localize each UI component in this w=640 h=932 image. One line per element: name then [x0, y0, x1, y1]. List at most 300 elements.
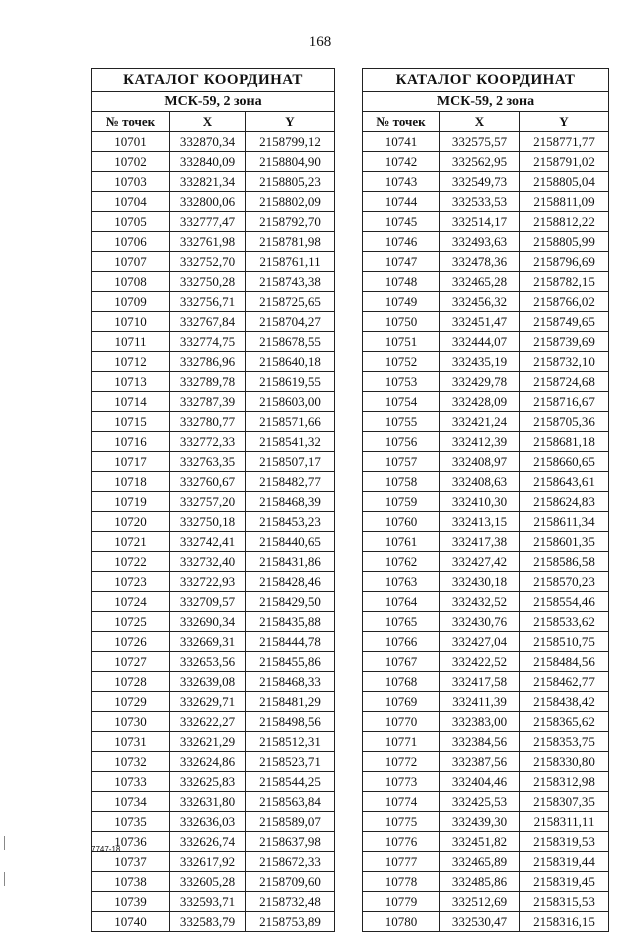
- table-row: [363, 432, 609, 452]
- y-coordinate-cell: 2158792,70: [246, 212, 335, 232]
- point-number-cell: 10767: [363, 652, 440, 672]
- x-coordinate-cell: 332761,98: [170, 232, 246, 252]
- x-coordinate-cell: 332427,04: [440, 632, 520, 652]
- point-number-cell: 10753: [363, 372, 440, 392]
- point-number-cell: 10750: [363, 312, 440, 332]
- x-coordinate-cell: 332653,56: [170, 652, 246, 672]
- x-coordinate-cell: 332629,71: [170, 692, 246, 712]
- y-coordinate-cell: 2158601,35: [520, 532, 609, 552]
- point-number-cell: 10729: [92, 692, 170, 712]
- y-coordinate-cell: 2158812,22: [520, 212, 609, 232]
- y-coordinate-cell: 2158640,18: [246, 352, 335, 372]
- point-number-cell: 10766: [363, 632, 440, 652]
- y-coordinate-cell: 2158805,04: [520, 172, 609, 192]
- x-coordinate-cell: 332750,28: [170, 272, 246, 292]
- x-coordinate-cell: 332425,53: [440, 792, 520, 812]
- point-number-cell: 10708: [92, 272, 170, 292]
- y-coordinate-cell: 2158455,86: [246, 652, 335, 672]
- x-coordinate-cell: 332422,52: [440, 652, 520, 672]
- table-row: [92, 432, 335, 452]
- table-row: [92, 172, 335, 192]
- x-coordinate-cell: 332631,80: [170, 792, 246, 812]
- table-row: [363, 872, 609, 892]
- y-coordinate-cell: 2158796,69: [520, 252, 609, 272]
- y-coordinate-cell: 2158739,69: [520, 332, 609, 352]
- table-row: [92, 912, 335, 932]
- catalog-body: [92, 132, 335, 932]
- x-coordinate-cell: 332622,27: [170, 712, 246, 732]
- page-number: 168: [308, 34, 332, 50]
- document-footer-code: 7747-18: [91, 845, 121, 854]
- x-coordinate-cell: 332404,46: [440, 772, 520, 792]
- scan-edge-mark: [4, 836, 5, 850]
- table-row: [363, 592, 609, 612]
- column-header-x: X: [170, 112, 246, 132]
- x-coordinate-cell: 332451,47: [440, 312, 520, 332]
- x-coordinate-cell: 332774,75: [170, 332, 246, 352]
- y-coordinate-cell: 2158330,80: [520, 752, 609, 772]
- y-coordinate-cell: 2158435,88: [246, 612, 335, 632]
- y-coordinate-cell: 2158811,09: [520, 192, 609, 212]
- table-row: [92, 132, 335, 152]
- x-coordinate-cell: 332412,39: [440, 432, 520, 452]
- y-coordinate-cell: 2158705,36: [520, 412, 609, 432]
- y-coordinate-cell: 2158307,35: [520, 792, 609, 812]
- point-number-cell: 10705: [92, 212, 170, 232]
- point-number-cell: 10707: [92, 252, 170, 272]
- y-coordinate-cell: 2158611,34: [520, 512, 609, 532]
- x-coordinate-cell: 332562,95: [440, 152, 520, 172]
- table-row: [92, 392, 335, 412]
- x-coordinate-cell: 332789,78: [170, 372, 246, 392]
- point-number-cell: 10757: [363, 452, 440, 472]
- y-coordinate-cell: 2158438,42: [520, 692, 609, 712]
- table-row: [363, 672, 609, 692]
- y-coordinate-cell: 2158444,78: [246, 632, 335, 652]
- x-coordinate-cell: 332387,56: [440, 752, 520, 772]
- table-row: [363, 692, 609, 712]
- y-coordinate-cell: 2158624,83: [520, 492, 609, 512]
- table-row: [363, 912, 609, 932]
- y-coordinate-cell: 2158743,38: [246, 272, 335, 292]
- point-number-cell: 10716: [92, 432, 170, 452]
- y-coordinate-cell: 2158672,33: [246, 852, 335, 872]
- x-coordinate-cell: 332549,73: [440, 172, 520, 192]
- point-number-cell: 10739: [92, 892, 170, 912]
- table-row: [92, 332, 335, 352]
- x-coordinate-cell: 332456,32: [440, 292, 520, 312]
- point-number-cell: 10737: [92, 852, 170, 872]
- table-row: [363, 412, 609, 432]
- table-row: [363, 632, 609, 652]
- column-header-point-number: № точек: [363, 112, 440, 132]
- point-number-cell: 10706: [92, 232, 170, 252]
- x-coordinate-cell: 332636,03: [170, 812, 246, 832]
- x-coordinate-cell: 332605,28: [170, 872, 246, 892]
- point-number-cell: 10773: [363, 772, 440, 792]
- table-row: [363, 132, 609, 152]
- coordinate-catalog-table-left: [91, 68, 335, 932]
- point-number-cell: 10731: [92, 732, 170, 752]
- x-coordinate-cell: 332639,08: [170, 672, 246, 692]
- catalog-body: [363, 132, 609, 932]
- y-coordinate-cell: 2158365,62: [520, 712, 609, 732]
- x-coordinate-cell: 332429,78: [440, 372, 520, 392]
- point-number-cell: 10765: [363, 612, 440, 632]
- y-coordinate-cell: 2158462,77: [520, 672, 609, 692]
- table-row: [92, 592, 335, 612]
- x-coordinate-cell: 332485,86: [440, 872, 520, 892]
- x-coordinate-cell: 332742,41: [170, 532, 246, 552]
- point-number-cell: 10748: [363, 272, 440, 292]
- table-row: [363, 652, 609, 672]
- y-coordinate-cell: 2158311,11: [520, 812, 609, 832]
- table-row: [92, 732, 335, 752]
- table-row: [363, 452, 609, 472]
- table-row: [363, 372, 609, 392]
- y-coordinate-cell: 2158725,65: [246, 292, 335, 312]
- x-coordinate-cell: 332408,97: [440, 452, 520, 472]
- table-row: [363, 572, 609, 592]
- y-coordinate-cell: 2158761,11: [246, 252, 335, 272]
- point-number-cell: 10713: [92, 372, 170, 392]
- x-coordinate-cell: 332840,09: [170, 152, 246, 172]
- y-coordinate-cell: 2158805,99: [520, 232, 609, 252]
- point-number-cell: 10715: [92, 412, 170, 432]
- y-coordinate-cell: 2158753,89: [246, 912, 335, 932]
- x-coordinate-cell: 332780,77: [170, 412, 246, 432]
- y-coordinate-cell: 2158766,02: [520, 292, 609, 312]
- table-row: [92, 212, 335, 232]
- point-number-cell: 10762: [363, 552, 440, 572]
- x-coordinate-cell: 332821,34: [170, 172, 246, 192]
- table-row: [363, 752, 609, 772]
- column-header-x: X: [440, 112, 520, 132]
- point-number-cell: 10755: [363, 412, 440, 432]
- table-row: [92, 272, 335, 292]
- y-coordinate-cell: 2158431,86: [246, 552, 335, 572]
- y-coordinate-cell: 2158319,45: [520, 872, 609, 892]
- table-row: [363, 192, 609, 212]
- y-coordinate-cell: 2158771,77: [520, 132, 609, 152]
- table-row: [363, 492, 609, 512]
- table-row: [363, 152, 609, 172]
- y-coordinate-cell: 2158805,23: [246, 172, 335, 192]
- table-row: [92, 512, 335, 532]
- point-number-cell: 10710: [92, 312, 170, 332]
- table-row: [92, 352, 335, 372]
- x-coordinate-cell: 332514,17: [440, 212, 520, 232]
- x-coordinate-cell: 332451,82: [440, 832, 520, 852]
- y-coordinate-cell: 2158586,58: [520, 552, 609, 572]
- y-coordinate-cell: 2158533,62: [520, 612, 609, 632]
- y-coordinate-cell: 2158749,65: [520, 312, 609, 332]
- y-coordinate-cell: 2158510,75: [520, 632, 609, 652]
- table-row: [92, 492, 335, 512]
- point-number-cell: 10779: [363, 892, 440, 912]
- y-coordinate-cell: 2158482,77: [246, 472, 335, 492]
- table-row: [92, 232, 335, 252]
- y-coordinate-cell: 2158570,23: [520, 572, 609, 592]
- table-row: [363, 712, 609, 732]
- y-coordinate-cell: 2158678,55: [246, 332, 335, 352]
- x-coordinate-cell: 332732,40: [170, 552, 246, 572]
- table-row: [363, 472, 609, 492]
- y-coordinate-cell: 2158704,27: [246, 312, 335, 332]
- table-row: [363, 852, 609, 872]
- x-coordinate-cell: 332709,57: [170, 592, 246, 612]
- x-coordinate-cell: 332621,29: [170, 732, 246, 752]
- catalog-title: КАТАЛОГ КООРДИНАТ: [363, 69, 609, 92]
- y-coordinate-cell: 2158541,32: [246, 432, 335, 452]
- table-row: [363, 552, 609, 572]
- y-coordinate-cell: 2158791,02: [520, 152, 609, 172]
- table-row: [363, 272, 609, 292]
- x-coordinate-cell: 332417,38: [440, 532, 520, 552]
- y-coordinate-cell: 2158716,67: [520, 392, 609, 412]
- catalog-title: КАТАЛОГ КООРДИНАТ: [92, 69, 335, 92]
- y-coordinate-cell: 2158544,25: [246, 772, 335, 792]
- table-row: [92, 152, 335, 172]
- table-row: [363, 332, 609, 352]
- point-number-cell: 10738: [92, 872, 170, 892]
- x-coordinate-cell: 332512,69: [440, 892, 520, 912]
- y-coordinate-cell: 2158619,55: [246, 372, 335, 392]
- point-number-cell: 10778: [363, 872, 440, 892]
- point-number-cell: 10775: [363, 812, 440, 832]
- point-number-cell: 10723: [92, 572, 170, 592]
- table-row: [363, 312, 609, 332]
- x-coordinate-cell: 332800,06: [170, 192, 246, 212]
- table-row: [92, 372, 335, 392]
- point-number-cell: 10780: [363, 912, 440, 932]
- column-header-point-number: № точек: [92, 112, 170, 132]
- point-number-cell: 10740: [92, 912, 170, 932]
- table-row: [363, 172, 609, 192]
- point-number-cell: 10732: [92, 752, 170, 772]
- coordinate-catalog-table-right: [362, 68, 609, 932]
- x-coordinate-cell: 332575,57: [440, 132, 520, 152]
- point-number-cell: 10727: [92, 652, 170, 672]
- x-coordinate-cell: 332787,39: [170, 392, 246, 412]
- point-number-cell: 10726: [92, 632, 170, 652]
- table-row: [92, 752, 335, 772]
- table-row: [92, 792, 335, 812]
- y-coordinate-cell: 2158312,98: [520, 772, 609, 792]
- point-number-cell: 10758: [363, 472, 440, 492]
- x-coordinate-cell: 332760,67: [170, 472, 246, 492]
- table-row: [363, 232, 609, 252]
- x-coordinate-cell: 332786,96: [170, 352, 246, 372]
- x-coordinate-cell: 332757,20: [170, 492, 246, 512]
- y-coordinate-cell: 2158804,90: [246, 152, 335, 172]
- y-coordinate-cell: 2158484,56: [520, 652, 609, 672]
- x-coordinate-cell: 332383,00: [440, 712, 520, 732]
- y-coordinate-cell: 2158507,17: [246, 452, 335, 472]
- y-coordinate-cell: 2158732,48: [246, 892, 335, 912]
- x-coordinate-cell: 332777,47: [170, 212, 246, 232]
- point-number-cell: 10717: [92, 452, 170, 472]
- point-number-cell: 10752: [363, 352, 440, 372]
- x-coordinate-cell: 332432,52: [440, 592, 520, 612]
- x-coordinate-cell: 332625,83: [170, 772, 246, 792]
- point-number-cell: 10711: [92, 332, 170, 352]
- y-coordinate-cell: 2158481,29: [246, 692, 335, 712]
- x-coordinate-cell: 332722,93: [170, 572, 246, 592]
- point-number-cell: 10756: [363, 432, 440, 452]
- table-row: [92, 852, 335, 872]
- x-coordinate-cell: 332428,09: [440, 392, 520, 412]
- y-coordinate-cell: 2158782,15: [520, 272, 609, 292]
- point-number-cell: 10735: [92, 812, 170, 832]
- x-coordinate-cell: 332413,15: [440, 512, 520, 532]
- point-number-cell: 10751: [363, 332, 440, 352]
- table-row: [92, 312, 335, 332]
- point-number-cell: 10772: [363, 752, 440, 772]
- x-coordinate-cell: 332669,31: [170, 632, 246, 652]
- point-number-cell: 10734: [92, 792, 170, 812]
- y-coordinate-cell: 2158453,23: [246, 512, 335, 532]
- y-coordinate-cell: 2158319,53: [520, 832, 609, 852]
- x-coordinate-cell: 332384,56: [440, 732, 520, 752]
- x-coordinate-cell: 332465,89: [440, 852, 520, 872]
- table-row: [92, 652, 335, 672]
- y-coordinate-cell: 2158498,56: [246, 712, 335, 732]
- table-row: [363, 392, 609, 412]
- x-coordinate-cell: 332690,34: [170, 612, 246, 632]
- y-coordinate-cell: 2158603,00: [246, 392, 335, 412]
- x-coordinate-cell: 332752,70: [170, 252, 246, 272]
- point-number-cell: 10746: [363, 232, 440, 252]
- x-coordinate-cell: 332478,36: [440, 252, 520, 272]
- table-row: [92, 712, 335, 732]
- y-coordinate-cell: 2158660,65: [520, 452, 609, 472]
- point-number-cell: 10776: [363, 832, 440, 852]
- point-number-cell: 10770: [363, 712, 440, 732]
- point-number-cell: 10719: [92, 492, 170, 512]
- x-coordinate-cell: 332411,39: [440, 692, 520, 712]
- y-coordinate-cell: 2158799,12: [246, 132, 335, 152]
- y-coordinate-cell: 2158781,98: [246, 232, 335, 252]
- point-number-cell: 10712: [92, 352, 170, 372]
- x-coordinate-cell: 332427,42: [440, 552, 520, 572]
- x-coordinate-cell: 332410,30: [440, 492, 520, 512]
- table-row: [92, 632, 335, 652]
- table-row: [92, 872, 335, 892]
- x-coordinate-cell: 332421,24: [440, 412, 520, 432]
- point-number-cell: 10761: [363, 532, 440, 552]
- table-row: [363, 292, 609, 312]
- point-number-cell: 10749: [363, 292, 440, 312]
- point-number-cell: 10747: [363, 252, 440, 272]
- point-number-cell: 10724: [92, 592, 170, 612]
- x-coordinate-cell: 332430,18: [440, 572, 520, 592]
- point-number-cell: 10743: [363, 172, 440, 192]
- x-coordinate-cell: 332444,07: [440, 332, 520, 352]
- y-coordinate-cell: 2158802,09: [246, 192, 335, 212]
- y-coordinate-cell: 2158724,68: [520, 372, 609, 392]
- point-number-cell: 10701: [92, 132, 170, 152]
- table-row: [363, 812, 609, 832]
- y-coordinate-cell: 2158681,18: [520, 432, 609, 452]
- x-coordinate-cell: 332493,63: [440, 232, 520, 252]
- x-coordinate-cell: 332750,18: [170, 512, 246, 532]
- point-number-cell: 10702: [92, 152, 170, 172]
- y-coordinate-cell: 2158468,39: [246, 492, 335, 512]
- table-row: [92, 412, 335, 432]
- y-coordinate-cell: 2158563,84: [246, 792, 335, 812]
- table-row: [92, 252, 335, 272]
- x-coordinate-cell: 332756,71: [170, 292, 246, 312]
- column-header-y: Y: [246, 112, 335, 132]
- x-coordinate-cell: 332417,58: [440, 672, 520, 692]
- y-coordinate-cell: 2158353,75: [520, 732, 609, 752]
- x-coordinate-cell: 332593,71: [170, 892, 246, 912]
- y-coordinate-cell: 2158316,15: [520, 912, 609, 932]
- point-number-cell: 10718: [92, 472, 170, 492]
- point-number-cell: 10769: [363, 692, 440, 712]
- table-row: [363, 832, 609, 852]
- catalog-zone: МСК-59, 2 зона: [92, 92, 335, 112]
- y-coordinate-cell: 2158428,46: [246, 572, 335, 592]
- x-coordinate-cell: 332624,86: [170, 752, 246, 772]
- table-row: [92, 692, 335, 712]
- point-number-cell: 10709: [92, 292, 170, 312]
- point-number-cell: 10760: [363, 512, 440, 532]
- point-number-cell: 10704: [92, 192, 170, 212]
- y-coordinate-cell: 2158709,60: [246, 872, 335, 892]
- point-number-cell: 10720: [92, 512, 170, 532]
- table-row: [92, 532, 335, 552]
- point-number-cell: 10721: [92, 532, 170, 552]
- point-number-cell: 10741: [363, 132, 440, 152]
- table-row: [363, 532, 609, 552]
- table-row: [363, 792, 609, 812]
- point-number-cell: 10742: [363, 152, 440, 172]
- y-coordinate-cell: 2158732,10: [520, 352, 609, 372]
- point-number-cell: 10744: [363, 192, 440, 212]
- table-row: [92, 552, 335, 572]
- x-coordinate-cell: 332617,92: [170, 852, 246, 872]
- point-number-cell: 10736: [92, 832, 170, 852]
- x-coordinate-cell: 332408,63: [440, 472, 520, 492]
- point-number-cell: 10763: [363, 572, 440, 592]
- table-row: [92, 472, 335, 492]
- point-number-cell: 10768: [363, 672, 440, 692]
- point-number-cell: 10730: [92, 712, 170, 732]
- table-row: [363, 212, 609, 232]
- y-coordinate-cell: 2158319,44: [520, 852, 609, 872]
- point-number-cell: 10777: [363, 852, 440, 872]
- x-coordinate-cell: 332767,84: [170, 312, 246, 332]
- y-coordinate-cell: 2158643,61: [520, 472, 609, 492]
- point-number-cell: 10774: [363, 792, 440, 812]
- column-header-y: Y: [520, 112, 609, 132]
- table-row: [363, 772, 609, 792]
- table-row: [92, 292, 335, 312]
- scan-edge-mark: [4, 872, 5, 886]
- point-number-cell: 10764: [363, 592, 440, 612]
- table-row: [363, 252, 609, 272]
- y-coordinate-cell: 2158571,66: [246, 412, 335, 432]
- catalog-zone: МСК-59, 2 зона: [363, 92, 609, 112]
- point-number-cell: 10759: [363, 492, 440, 512]
- point-number-cell: 10714: [92, 392, 170, 412]
- table-row: [363, 892, 609, 912]
- x-coordinate-cell: 332439,30: [440, 812, 520, 832]
- point-number-cell: 10745: [363, 212, 440, 232]
- y-coordinate-cell: 2158589,07: [246, 812, 335, 832]
